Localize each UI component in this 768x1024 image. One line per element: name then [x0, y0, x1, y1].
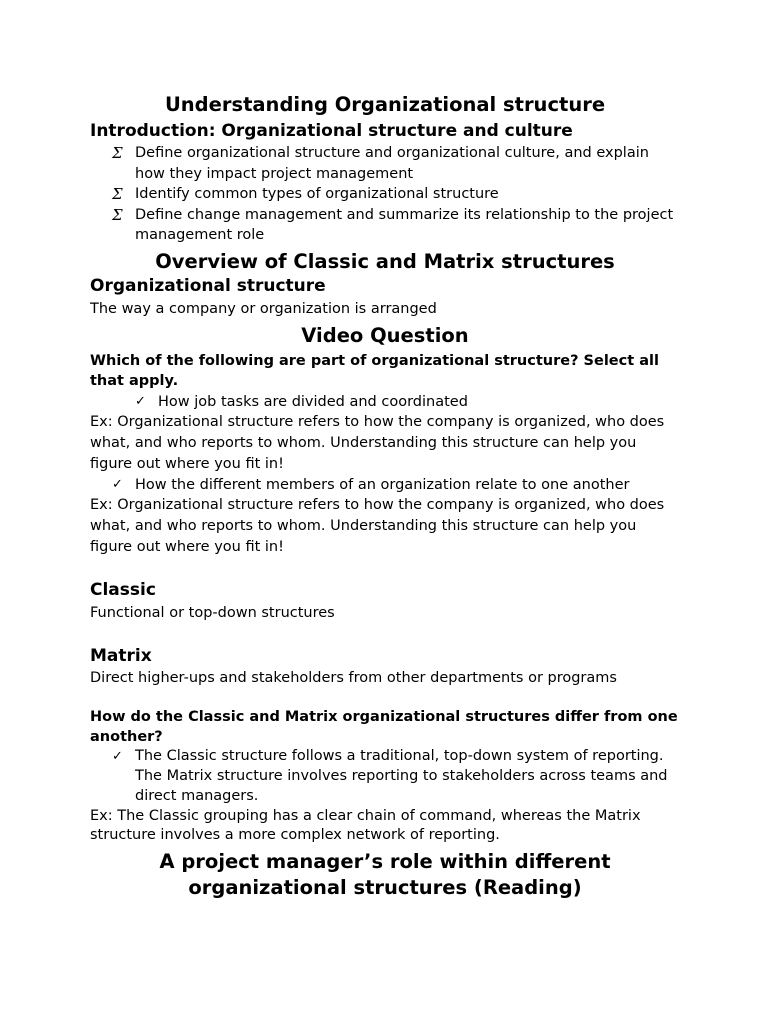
list-item	[90, 184, 680, 205]
list-item	[90, 143, 680, 184]
classic-definition: Functional or top-down structures	[90, 604, 335, 621]
difference-question: How do the Classic and Matrix organizational structures differ from one another?	[90, 709, 678, 745]
matrix-heading: Matrix	[90, 645, 152, 666]
answer-explanation: Ex: Organizational structure refers to how the company is organized, who does what, and who reports to whom. Understanding this structure can help you figure out where you fit in!	[90, 497, 665, 555]
list-item-text: Identify common types of organizational structure	[135, 186, 499, 203]
answer-item	[90, 747, 680, 806]
answer-item	[90, 392, 680, 413]
overview-title: Overview of Classic and Matrix structures	[155, 249, 615, 273]
checkmark-icon: ✓	[112, 749, 123, 765]
difference-answers-list	[90, 747, 680, 806]
reading-title: A project manager’s role within different organizational structures (Reading)	[159, 849, 611, 900]
video-question-text: Which of the following are part of organizational structure? Select all that apply.	[90, 352, 659, 390]
answer-text: How the different members of an organization relate to one another	[135, 476, 630, 493]
answer-explanation: Ex: Organizational structure refers to how the company is organized, who does what, and who reports to whom. Understanding this structure can help you figure out where you fit in!	[90, 414, 665, 472]
video-answers-list-2	[90, 475, 680, 496]
sigma-bullet-icon: Σ	[112, 205, 123, 224]
org-structure-definition: The way a company or organization is arranged	[90, 300, 437, 317]
org-structure-heading: Organizational structure	[90, 275, 326, 296]
checkmark-icon: ✓	[112, 476, 123, 492]
list-item-text: Define change management and summarize its relationship to the project management role	[135, 206, 674, 244]
video-answers-list-1	[90, 392, 680, 413]
sigma-bullet-icon: Σ	[112, 185, 123, 204]
video-question-title: Video Question	[301, 323, 469, 347]
answer-text: How job tasks are divided and coordinated	[158, 393, 468, 410]
checkmark-icon: ✓	[135, 393, 146, 409]
list-item	[90, 205, 680, 246]
document-page	[90, 92, 680, 902]
intro-heading: Introduction: Organizational structure and culture	[90, 121, 573, 141]
classic-heading: Classic	[90, 579, 156, 600]
matrix-definition: Direct higher-ups and stakeholders from other departments or programs	[90, 669, 617, 686]
difference-explanation: Ex: The Classic grouping has a clear chain of command, whereas the Matrix structure involves a more complex network of reporting.	[90, 807, 641, 844]
intro-list	[90, 143, 680, 246]
sigma-bullet-icon: Σ	[112, 144, 123, 162]
document-title: Understanding Organizational structure	[164, 93, 606, 116]
answer-text: The Classic structure follows a traditional, top-down system of reporting. The Matrix structure involves reporting to stakeholders across teams and direct managers.	[135, 748, 668, 804]
answer-item	[90, 475, 680, 496]
list-item-text: Define organizational structure and organizational culture, and explain how they impact project management	[135, 145, 649, 182]
